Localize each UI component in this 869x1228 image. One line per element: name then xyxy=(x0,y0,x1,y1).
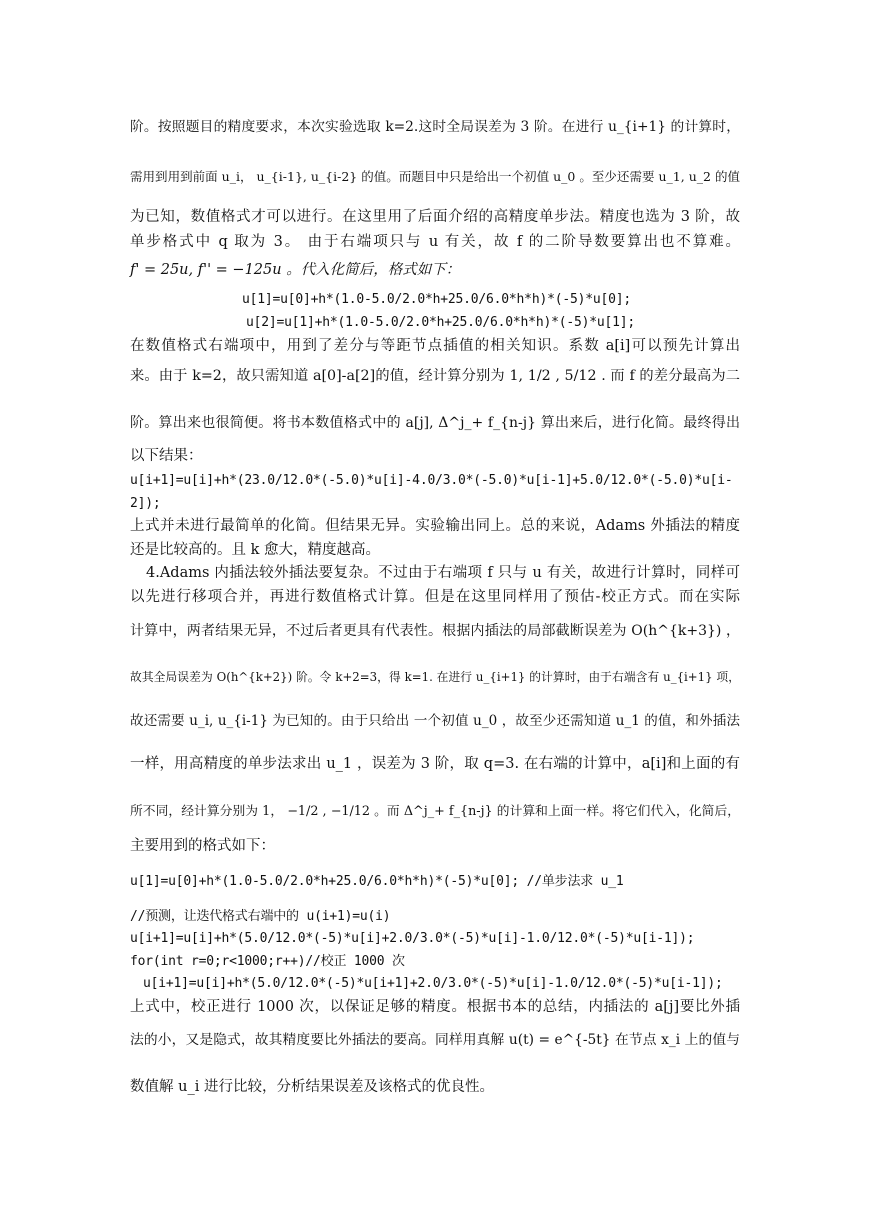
code-line: for(int r=0;r<1000;r++)//校正 1000 次 xyxy=(130,954,405,969)
text-line: 上式并未进行最简单的化简。但结果无异。实验输出同上。总的来说，Adams 外插法的精度 xyxy=(130,518,740,534)
text-line: 在数值格式右端项中，用到了差分与等距节点插值的相关知识。系数 a[i]可以预先计算出 xyxy=(130,338,740,354)
text-line: 阶。按照题目的精度要求，本次实验选取 k=2.这时全局误差为 3 阶。在进行 u_{i+1} 的计算时， xyxy=(130,119,740,135)
text-line: 4.Adams 内插法较外插法要复杂。不过由于右端项 f 只与 u 有关，故进行计算时，同样可 xyxy=(146,565,740,581)
text-line: 故其全局误差为 O(h^{k+2}) 阶。令 k+2=3，得 k=1. 在进行 u_{i+1} 的计算时，由于右端含有 u_{i+1} 项， xyxy=(130,670,740,684)
text-line: 故还需要 u_i, u_{i-1} 为已知的。由于只给出 一个初值 u_0 ，故至少还需知道 u_1 的值，和外插法 xyxy=(130,713,740,729)
text-line: 以先进行移项合并，再进行数值格式计算。但是在这里同样用了预估-校正方式。而在实际 xyxy=(130,589,740,605)
text-line: 上式中，校正进行 1000 次，以保证足够的精度。根据书本的总结，内插法的 a[j]要比外插 xyxy=(130,999,740,1015)
text-line: 单步格式中 q 取为 3。 由于右端项只与 u 有关，故 f 的二阶导数要算出也不算难。 xyxy=(130,234,740,250)
text-line: 所不同，经计算分别为 1， −1/2 , −1/12 。而 Δ^j_+ f_{n-j} 的计算和上面一样。将它们代入，化简后， xyxy=(130,804,740,819)
text-line: 阶。算出来也很简便。将书本数值格式中的 a[j], Δ^j_+ f_{n-j} 算出来后，进行化简。最终得出 xyxy=(130,415,740,431)
text-line: 主要用到的格式如下： xyxy=(130,838,275,854)
code-line: u[i+1]=u[i]+h*(5.0/12.0*(-5)*u[i+1]+2.0/3.0*(-5)*u[i]-1.0/12.0*(-5)*u[i-1]); xyxy=(143,976,723,991)
code-line: //预测，让迭代格式右端中的 u(i+1)=u(i) xyxy=(130,909,391,924)
text-line: 数值解 u_i 进行比较，分析结果误差及该格式的优良性。 xyxy=(130,1079,494,1095)
code-line: 2]); xyxy=(130,496,161,511)
text-line: 需用到用到前面 u_i， u_{i-1}, u_{i-2} 的值。而题目中只是给出一个初值 u_0 。至少还需要 u_1, u_2 的值 xyxy=(130,169,740,184)
text-line: 还是比较高的。且 k 愈大，精度越高。 xyxy=(130,542,381,558)
text-line: 以下结果： xyxy=(130,448,203,464)
code-line: u[2]=u[1]+h*(1.0-5.0/2.0*h+25.0/6.0*h*h)*(-5)*u[1]; xyxy=(246,315,635,330)
code-line: u[1]=u[0]+h*(1.0-5.0/2.0*h+25.0/6.0*h*h)*(-5)*u[0]; xyxy=(242,292,631,307)
text-line: 来。由于 k=2，故只需知道 a[0]-a[2]的值，经计算分别为 1, 1/2 , 5/12 . 而 f 的差分最高为二 xyxy=(130,368,740,384)
code-line: u[i+1]=u[i]+h*(23.0/12.0*(-5.0)*u[i]-4.0/3.0*(-5.0)*u[i-1]+5.0/12.0*(-5.0)*u[i- xyxy=(130,473,733,488)
text-line: 法的小，又是隐式，故其精度要比外插法的要高。同样用真解 u(t) = e^{-5t} 在节点 x_i 上的值与 xyxy=(130,1032,740,1048)
code-line: u[1]=u[0]+h*(1.0-5.0/2.0*h+25.0/6.0*h*h)*(-5)*u[0]; //单步法求 u_1 xyxy=(130,874,624,889)
text-line: 一样，用高精度的单步法求出 u_1 ，误差为 3 阶，取 q=3. 在右端的计算中，a[i]和上面的有 xyxy=(130,756,740,772)
text-line: f' = 25u, f'' = −125u 。代入化简后，格式如下： xyxy=(130,262,461,278)
text-line: 为已知，数值格式才可以进行。在这里用了后面介绍的高精度单步法。精度也选为 3 阶，故 xyxy=(130,209,740,225)
code-line: u[i+1]=u[i]+h*(5.0/12.0*(-5)*u[i]+2.0/3.0*(-5)*u[i]-1.0/12.0*(-5)*u[i-1]); xyxy=(130,931,695,946)
text-line: 计算中，两者结果无异，不过后者更具有代表性。根据内插法的局部截断误差为 O(h^{k+3}) ， xyxy=(130,623,740,639)
